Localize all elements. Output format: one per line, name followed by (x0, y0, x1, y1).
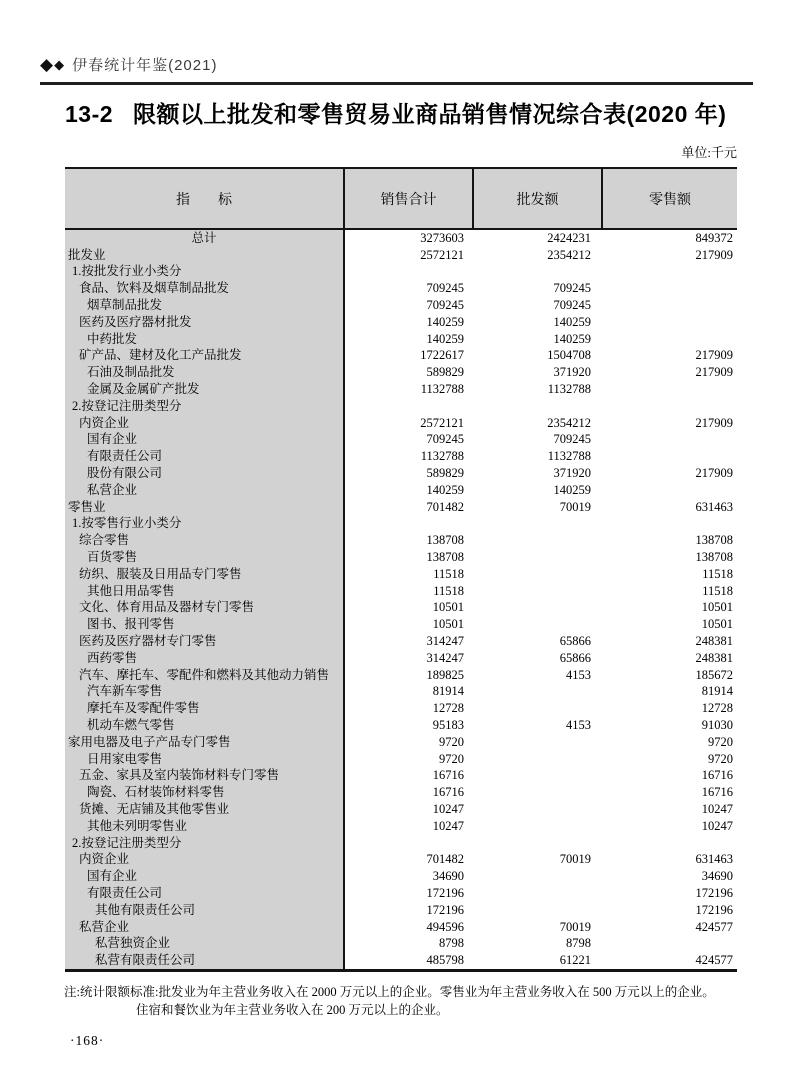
retail-cell: 424577 (695, 919, 733, 934)
indicator-cell: 机动车燃气零售 (65, 717, 344, 734)
wholesale-cell: 1132788 (547, 382, 591, 397)
sales-total-cell: 709245 (426, 281, 464, 296)
sales-total-cell: 10247 (432, 818, 464, 833)
wholesale-cell (473, 801, 602, 818)
table-row (65, 700, 737, 717)
wholesale-cell (473, 902, 602, 919)
table-row (65, 885, 737, 902)
sales-total-cell: 8798 (439, 936, 464, 951)
table-row (65, 616, 737, 633)
sales-total-cell (344, 263, 473, 280)
table-row (65, 566, 737, 583)
sales-total-cell: 138708 (426, 550, 464, 565)
indicator-cell: 纺织、服装及日用品专门零售 (65, 566, 344, 583)
table-row (65, 499, 737, 516)
indicator-cell: 私营独资企业 (65, 935, 344, 952)
indicator-cell: 食品、饮料及烟草制品批发 (65, 280, 344, 297)
indicator-cell: 综合零售 (65, 532, 344, 549)
table-row (65, 583, 737, 600)
sales-total-cell: 314247 (426, 650, 464, 665)
retail-cell: 217909 (695, 247, 733, 262)
indicator-cell: 内资企业 (65, 851, 344, 868)
table-row (65, 717, 737, 734)
wholesale-cell: 1504708 (547, 348, 591, 363)
sales-total-cell: 314247 (426, 634, 464, 649)
diamond-icon: ◆ (40, 55, 54, 74)
indicator-cell: 总计 (65, 229, 344, 247)
table-row (65, 229, 737, 247)
table-row (65, 247, 737, 264)
sales-total-cell: 1722617 (420, 348, 464, 363)
table-row (65, 935, 737, 952)
table-row (65, 549, 737, 566)
wholesale-cell: 70019 (559, 919, 591, 934)
retail-cell: 11518 (702, 566, 733, 581)
indicator-cell: 其他有限责任公司 (65, 902, 344, 919)
wholesale-cell: 70019 (559, 852, 591, 867)
table-row (65, 263, 737, 280)
indicator-cell: 文化、体育用品及器材专门零售 (65, 599, 344, 616)
wholesale-cell (473, 515, 602, 532)
table-row (65, 364, 737, 381)
retail-cell (602, 448, 737, 465)
footnote (64, 984, 754, 1019)
table-row (65, 448, 737, 465)
table-row (65, 767, 737, 784)
retail-cell: 217909 (695, 365, 733, 380)
sales-total-cell: 709245 (426, 432, 464, 447)
retail-cell: 10501 (701, 600, 733, 615)
retail-cell: 172196 (695, 902, 733, 917)
wholesale-cell: 371920 (553, 466, 591, 481)
sales-total-cell (344, 515, 473, 532)
table-row (65, 465, 737, 482)
sales-total-cell: 3273603 (420, 231, 464, 245)
indicator-cell: 股份有限公司 (65, 465, 344, 482)
wholesale-cell (473, 532, 602, 549)
wholesale-cell (473, 398, 602, 415)
table-row (65, 801, 737, 818)
retail-cell: 172196 (695, 885, 733, 900)
retail-cell: 424577 (695, 953, 733, 968)
indicator-cell: 摩托车及零配件零售 (65, 700, 344, 717)
table-row (65, 751, 737, 768)
retail-cell (602, 834, 737, 851)
table-row (65, 381, 737, 398)
retail-cell: 91030 (701, 718, 733, 732)
indicator-cell: 货摊、无店铺及其他零售业 (65, 801, 344, 818)
sales-total-cell: 1132788 (420, 382, 464, 397)
table-row (65, 280, 737, 297)
table-number: 13-2 (65, 101, 114, 127)
indicator-cell: 医药及医疗器材批发 (65, 314, 344, 331)
retail-cell (602, 935, 737, 952)
retail-cell: 10247 (701, 818, 733, 833)
table-row (65, 952, 737, 970)
indicator-cell: 五金、家具及室内装饰材料专门零售 (65, 767, 344, 784)
table-row (65, 834, 737, 851)
sales-total-cell: 709245 (426, 298, 464, 313)
sales-total-cell: 172196 (426, 885, 464, 900)
sales-total-cell: 2572121 (420, 247, 464, 262)
wholesale-cell (473, 583, 602, 600)
table-row (65, 415, 737, 432)
wholesale-cell (473, 263, 602, 280)
indicator-cell: 医药及医疗器材专门零售 (65, 633, 344, 650)
indicator-cell: 国有企业 (65, 431, 344, 448)
table-header (65, 168, 737, 229)
table-row (65, 431, 737, 448)
sales-total-cell (344, 398, 473, 415)
retail-cell: 16716 (701, 785, 733, 800)
table-row (65, 868, 737, 885)
statistics-table-wrap (65, 167, 737, 972)
retail-cell: 631463 (695, 499, 733, 514)
sales-total-cell: 9720 (439, 734, 464, 749)
indicator-cell: 有限责任公司 (65, 448, 344, 465)
table-row (65, 650, 737, 667)
retail-cell: 849372 (695, 231, 733, 245)
indicator-cell: 陶瓷、石材装饰材料零售 (65, 784, 344, 801)
wholesale-cell (473, 599, 602, 616)
sales-total-cell: 10247 (432, 801, 464, 816)
sales-total-cell: 12728 (432, 701, 464, 716)
retail-cell (602, 381, 737, 398)
retail-cell (602, 263, 737, 280)
sales-total-cell: 140259 (426, 482, 464, 497)
wholesale-cell: 140259 (553, 314, 591, 329)
wholesale-cell: 8798 (566, 936, 591, 951)
table-title-text: 限额以上批发和零售贸易业商品销售情况综合表(2020 年) (133, 101, 727, 127)
table-row (65, 667, 737, 684)
indicator-cell: 其他未列明零售业 (65, 818, 344, 835)
sales-total-cell: 701482 (426, 852, 464, 867)
table-row (65, 331, 737, 348)
statistics-table (65, 167, 737, 972)
indicator-cell: 1.按零售行业小类分 (65, 515, 344, 532)
wholesale-cell: 371920 (553, 365, 591, 380)
wholesale-cell (473, 683, 602, 700)
indicator-cell: 零售业 (65, 499, 344, 516)
sales-total-cell: 16716 (432, 768, 464, 783)
table-row (65, 398, 737, 415)
retail-cell: 11518 (702, 583, 733, 598)
table-row (65, 633, 737, 650)
wholesale-cell: 2354212 (547, 247, 591, 262)
retail-cell (602, 482, 737, 499)
wholesale-cell (473, 834, 602, 851)
retail-cell: 217909 (695, 466, 733, 481)
header-row (65, 168, 737, 229)
retail-cell: 9720 (708, 734, 733, 749)
sales-total-cell: 140259 (426, 314, 464, 329)
table-row (65, 347, 737, 364)
table-row (65, 599, 737, 616)
wholesale-cell: 70019 (559, 499, 591, 514)
sales-total-cell: 11518 (433, 566, 464, 581)
table-row (65, 918, 737, 935)
indicator-cell: 家用电器及电子产品专门零售 (65, 734, 344, 751)
wholesale-cell (473, 885, 602, 902)
sales-total-cell: 11518 (433, 583, 464, 598)
table-body (65, 229, 737, 970)
sales-total-cell: 494596 (426, 919, 464, 934)
indicator-cell: 私营有限责任公司 (65, 952, 344, 970)
sales-total-cell: 138708 (426, 533, 464, 548)
footnote-line: 注:统计限额标准:批发业为年主营业务收入在 2000 万元以上的企业。零售业为年主营业务收入在 500 万元以上的企业。 (64, 985, 715, 999)
table-row (65, 314, 737, 331)
indicator-cell: 有限责任公司 (65, 885, 344, 902)
sales-total-cell: 95183 (432, 718, 464, 732)
wholesale-cell: 140259 (553, 331, 591, 346)
retail-cell (602, 297, 737, 314)
retail-cell (602, 280, 737, 297)
retail-cell: 248381 (695, 650, 733, 665)
wholesale-cell (473, 700, 602, 717)
col-header-wholesale: 批发额 (473, 168, 602, 229)
sales-total-cell: 81914 (432, 684, 464, 699)
indicator-cell: 私营企业 (65, 482, 344, 499)
unit-note: 单位:千元 (681, 145, 737, 160)
indicator-cell: 2.按登记注册类型分 (65, 834, 344, 851)
wholesale-cell (473, 549, 602, 566)
table-row (65, 784, 737, 801)
col-header-indicator: 指 标 (65, 168, 344, 229)
sales-total-cell: 34690 (432, 869, 464, 884)
yearbook-title: 伊春统计年鉴(2021) (72, 57, 218, 74)
col-header-retail: 零售额 (602, 168, 737, 229)
table-row (65, 734, 737, 751)
retail-cell: 217909 (695, 415, 733, 430)
indicator-cell: 百货零售 (65, 549, 344, 566)
wholesale-cell (473, 751, 602, 768)
indicator-cell: 汽车新车零售 (65, 683, 344, 700)
sales-total-cell: 2572121 (420, 415, 464, 430)
indicator-cell: 汽车、摩托车、零配件和燃料及其他动力销售 (65, 667, 344, 684)
retail-cell (602, 331, 737, 348)
wholesale-cell: 709245 (553, 281, 591, 296)
retail-cell: 138708 (695, 533, 733, 548)
indicator-cell: 2.按登记注册类型分 (65, 398, 344, 415)
table-row (65, 482, 737, 499)
diamond-icon: ◆ (54, 57, 65, 72)
retail-cell: 631463 (695, 852, 733, 867)
indicator-cell: 石油及制品批发 (65, 364, 344, 381)
wholesale-cell: 140259 (553, 482, 591, 497)
retail-cell: 10501 (701, 617, 733, 632)
wholesale-cell: 2424231 (547, 231, 591, 245)
wholesale-cell (473, 616, 602, 633)
indicator-cell: 国有企业 (65, 868, 344, 885)
indicator-cell: 金属及金属矿产批发 (65, 381, 344, 398)
retail-cell: 81914 (701, 684, 733, 699)
page-header-banner (40, 54, 753, 85)
retail-cell: 9720 (708, 751, 733, 766)
retail-cell (602, 515, 737, 532)
wholesale-cell (473, 767, 602, 784)
retail-cell (602, 398, 737, 415)
sales-total-cell: 1132788 (420, 449, 464, 464)
table-row (65, 532, 737, 549)
sales-total-cell: 589829 (426, 466, 464, 481)
sales-total-cell: 172196 (426, 902, 464, 917)
table-row (65, 902, 737, 919)
wholesale-cell (473, 784, 602, 801)
retail-cell: 138708 (695, 550, 733, 565)
retail-cell: 12728 (701, 701, 733, 716)
sales-total-cell (344, 834, 473, 851)
retail-cell (602, 431, 737, 448)
wholesale-cell: 65866 (559, 634, 591, 649)
sales-total-cell: 10501 (432, 600, 464, 615)
indicator-cell: 私营企业 (65, 918, 344, 935)
retail-cell: 16716 (701, 768, 733, 783)
col-header-sales-total: 销售合计 (344, 168, 473, 229)
sales-total-cell: 9720 (439, 751, 464, 766)
retail-cell: 217909 (695, 348, 733, 363)
table-row (65, 818, 737, 835)
indicator-cell: 中药批发 (65, 331, 344, 348)
page-title (65, 96, 737, 129)
wholesale-cell (473, 818, 602, 835)
sales-total-cell: 140259 (426, 331, 464, 346)
indicator-cell: 1.按批发行业小类分 (65, 263, 344, 280)
retail-cell (602, 314, 737, 331)
sales-total-cell: 589829 (426, 365, 464, 380)
sales-total-cell: 485798 (426, 953, 464, 968)
indicator-cell: 烟草制品批发 (65, 297, 344, 314)
table-row (65, 297, 737, 314)
indicator-cell: 日用家电零售 (65, 751, 344, 768)
wholesale-cell: 1132788 (547, 449, 591, 464)
wholesale-cell: 4153 (566, 667, 591, 682)
sales-total-cell: 10501 (432, 617, 464, 632)
wholesale-cell (473, 566, 602, 583)
wholesale-cell: 61221 (559, 953, 591, 968)
indicator-cell: 其他日用品零售 (65, 583, 344, 600)
wholesale-cell: 65866 (559, 650, 591, 665)
table-row (65, 851, 737, 868)
indicator-cell: 图书、报刊零售 (65, 616, 344, 633)
indicator-cell: 批发业 (65, 247, 344, 264)
sales-total-cell: 16716 (432, 785, 464, 800)
indicator-cell: 西药零售 (65, 650, 344, 667)
indicator-cell: 内资企业 (65, 415, 344, 432)
wholesale-cell: 2354212 (547, 415, 591, 430)
table-row (65, 683, 737, 700)
retail-cell: 248381 (695, 634, 733, 649)
retail-cell: 34690 (701, 869, 733, 884)
page-number: ·168· (70, 1033, 105, 1048)
wholesale-cell: 709245 (553, 432, 591, 447)
retail-cell: 10247 (701, 801, 733, 816)
retail-cell: 185672 (695, 667, 733, 682)
sales-total-cell: 701482 (426, 499, 464, 514)
sales-total-cell: 189825 (426, 667, 464, 682)
indicator-cell: 矿产品、建材及化工产品批发 (65, 347, 344, 364)
wholesale-cell: 4153 (566, 718, 591, 732)
wholesale-cell (473, 734, 602, 751)
wholesale-cell (473, 868, 602, 885)
table-row (65, 515, 737, 532)
wholesale-cell: 709245 (553, 298, 591, 313)
footnote-line: 住宿和餐饮业为年主营业务收入在 200 万元以上的企业。 (136, 1002, 449, 1017)
